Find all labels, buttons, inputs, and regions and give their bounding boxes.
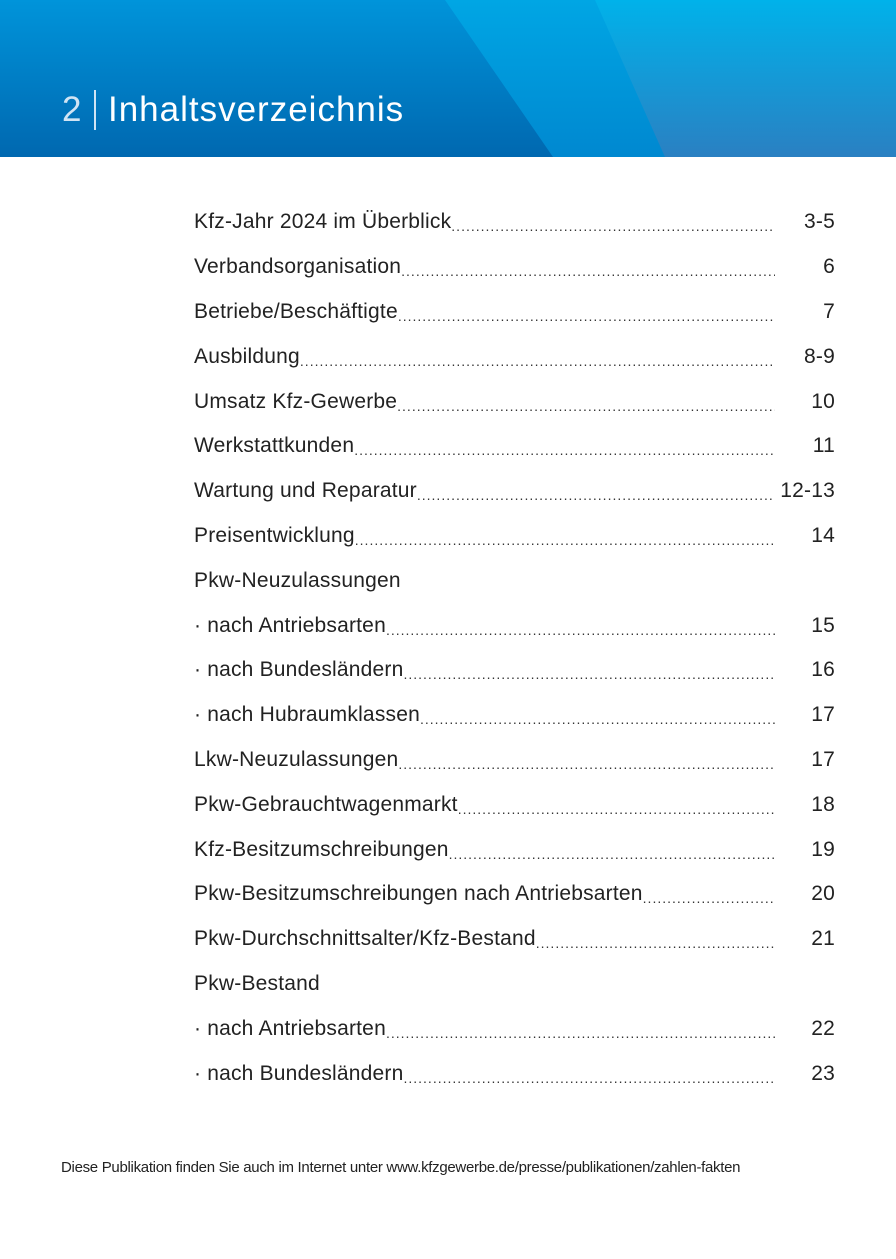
toc-entry-label: Kfz-Jahr 2024 im Überblick	[194, 210, 452, 234]
toc-entry-label: Pkw-Besitzumschreibungen nach Antriebsarten	[194, 882, 643, 906]
toc-entry[interactable]	[194, 782, 835, 827]
toc-entry[interactable]	[194, 558, 835, 603]
dot-leader	[398, 308, 775, 324]
dot-leader	[420, 711, 775, 727]
toc-entry-label: Verbandsorganisation	[194, 255, 402, 279]
dot-leader	[643, 890, 775, 906]
toc-entry-label: Betriebe/Beschäftigte	[194, 299, 398, 323]
toc-entry-label: Ausbildung	[194, 344, 300, 368]
toc-entry-page: 3-5	[804, 210, 835, 234]
toc-entry-page: 23	[811, 1061, 835, 1085]
toc-entry[interactable]	[194, 290, 835, 335]
dot-leader	[417, 487, 775, 503]
toc-entry-label: Pkw-Durchschnittsalter/Kfz-Bestand	[194, 927, 536, 951]
toc-entry-page: 11	[812, 434, 835, 458]
title-text: Inhaltsverzeichnis	[107, 90, 405, 129]
page-title	[62, 90, 404, 130]
dot-leader	[403, 666, 775, 682]
dot-leader	[401, 263, 775, 279]
footer-note: Diese Publikation finden Sie auch im Internet unter www.kfzgewerbe.de/presse/publikationen/zahlen-fakten	[61, 1159, 741, 1176]
header-background	[0, 0, 896, 157]
toc-entry-page: 18	[811, 792, 835, 816]
dot-leader	[449, 846, 775, 862]
toc-entry[interactable]	[194, 469, 835, 514]
toc-entry[interactable]	[194, 827, 835, 872]
toc-entry-label: Kfz-Besitzumschreibungen	[194, 837, 449, 861]
dot-leader	[451, 218, 775, 234]
dot-leader	[386, 622, 775, 638]
toc-entry[interactable]	[194, 200, 835, 245]
toc-entry[interactable]	[194, 738, 835, 783]
toc-entry-label: Werkstattkunden	[194, 434, 355, 458]
page-number: 2	[62, 90, 83, 129]
toc-entry-label: Lkw-Neuzulassungen	[194, 747, 399, 771]
toc-entry-label: · nach Antriebsarten	[194, 1016, 386, 1040]
toc-entry-label: Pkw-Bestand	[194, 971, 320, 995]
toc-entry[interactable]	[194, 334, 835, 379]
toc-entry[interactable]	[194, 917, 835, 962]
toc-entry-page: 15	[811, 613, 835, 637]
toc-entry-label: Preisentwicklung	[194, 523, 355, 547]
toc-entry-page: 17	[811, 747, 835, 771]
toc-entry-page: 10	[811, 389, 835, 413]
dot-leader	[536, 935, 775, 951]
toc-entry[interactable]	[194, 872, 835, 917]
toc-entry-page: 8-9	[804, 344, 835, 368]
toc-entry-page: 14	[811, 523, 835, 547]
toc-entry-label: Wartung und Reparatur	[194, 479, 417, 503]
toc-entry-label: · nach Hubraumklassen	[194, 703, 420, 727]
dot-leader	[354, 442, 775, 458]
toc-entry-page: 7	[823, 299, 835, 323]
dot-leader	[300, 353, 775, 369]
toc-entry[interactable]	[194, 514, 835, 559]
dot-leader	[458, 801, 775, 817]
toc-entry[interactable]	[194, 379, 835, 424]
dot-leader	[398, 756, 775, 772]
toc-entry-label: · nach Bundesländern	[194, 1061, 404, 1085]
toc-entry-page: 21	[811, 927, 835, 951]
dot-leader	[386, 1025, 775, 1041]
toc-entry-page: 16	[811, 658, 835, 682]
dot-leader	[403, 1070, 775, 1086]
page-header	[0, 0, 896, 157]
toc-entry[interactable]	[194, 424, 835, 469]
toc-entry[interactable]	[194, 962, 835, 1007]
toc-entry-label: · nach Antriebsarten	[194, 613, 386, 637]
toc-entry-page: 19	[811, 837, 835, 861]
dot-leader	[355, 532, 775, 548]
toc-entry-page: 6	[823, 255, 835, 279]
toc-entry-page: 22	[811, 1016, 835, 1040]
table-of-contents	[194, 200, 835, 1096]
toc-entry[interactable]	[194, 1006, 835, 1051]
toc-entry[interactable]	[194, 1051, 835, 1096]
title-divider	[94, 90, 96, 130]
toc-entry[interactable]	[194, 603, 835, 648]
toc-entry-page: 17	[811, 703, 835, 727]
toc-entry[interactable]	[194, 245, 835, 290]
toc-entry-label: Umsatz Kfz-Gewerbe	[194, 389, 398, 413]
dot-leader	[397, 398, 775, 414]
toc-entry-page: 12-13	[780, 479, 835, 503]
toc-entry-page: 20	[811, 882, 835, 906]
toc-entry[interactable]	[194, 648, 835, 693]
toc-entry-label: · nach Bundesländern	[194, 658, 404, 682]
toc-entry-label: Pkw-Neuzulassungen	[194, 568, 401, 592]
toc-entry-label: Pkw-Gebrauchtwagenmarkt	[194, 792, 458, 816]
toc-entry[interactable]	[194, 693, 835, 738]
